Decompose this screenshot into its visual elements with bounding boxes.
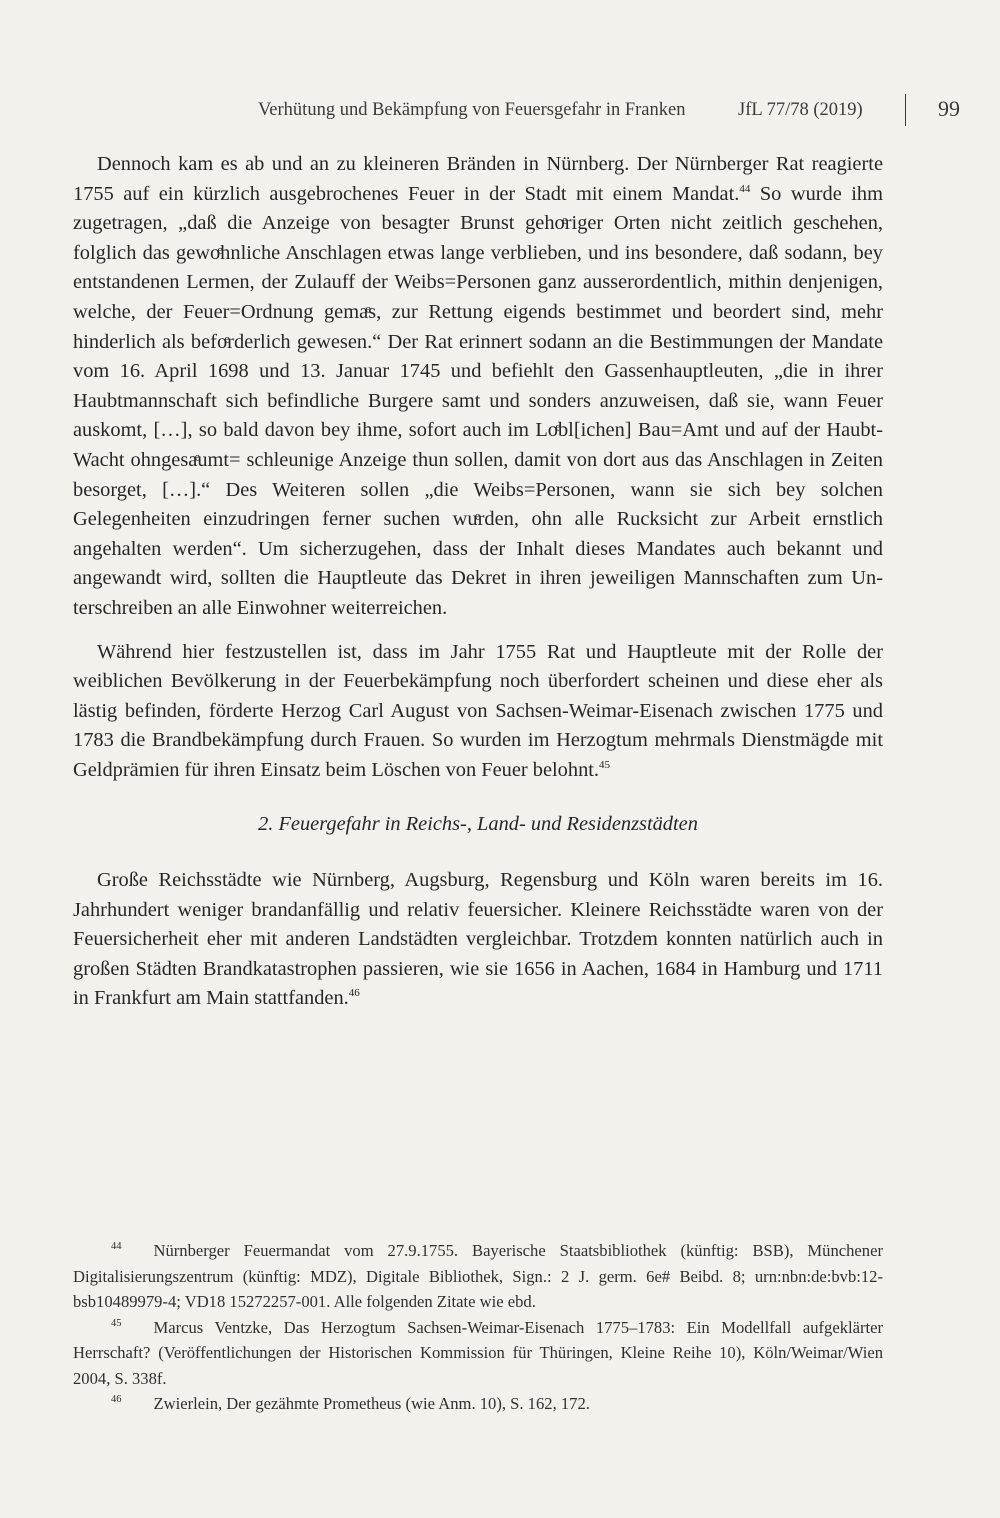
footnote-number: 45: [111, 1317, 122, 1329]
running-head-title: Verhütung und Bekämpfung von Feuersgefahr in Franken: [258, 100, 686, 120]
footnote-number: 46: [111, 1394, 122, 1406]
footnote-number: 44: [111, 1241, 122, 1253]
footnote-ref-44: 44: [739, 182, 751, 195]
page-number: 99: [938, 96, 960, 121]
section-heading: 2. Feuergefahr in Reichs-, Land- und Residenzstädten: [258, 813, 698, 836]
header-divider: [905, 94, 906, 126]
paragraph-2: [73, 638, 883, 786]
footnote-ref-46: 46: [348, 987, 360, 1000]
footnote-46: [73, 1391, 883, 1417]
paragraph-2-text: Während hier festzustellen ist, dass im Jahr 1755 Rat und Hauptleute mit der Rolle der weiblichen Bevölkerung in der Feuerbekämpfung noch überfordert scheinen und diese eher als lästig befinden, förderte Herzog Carl August von Sachsen-Weimar-Eisenach zwischen 1775 und 1783 die Brandbekämpfung durch Frauen. So wurden im Herzogtum mehrmals Dienstmägde mit Geldprämien für ihren Einsatz beim Löschen von Feuer belohnt.: [73, 640, 883, 781]
paragraph-1: [73, 150, 883, 624]
paragraph-3-text: Große Reichsstädte wie Nürnberg, Augsburg, Regensburg und Köln waren bereits im 16. Jahrhundert weniger brandanfällig und relativ feuersicher. Kleinere Reichsstädte waren von der Feuersicherheit eher mit anderen Landstädten vergleichbar. Trotzdem konnten natürlich auch in großen Städten Brandkatastrophen passieren, wie sie 1656 in Aachen, 1684 in Hamburg und 1711 in Frankfurt am Main stattfanden.: [73, 869, 883, 1010]
footnote-44: [73, 1238, 883, 1315]
footnote-text: Marcus Ventzke, Das Herzogtum Sachsen-Weimar-Eisenach 1775–1783: Ein Modellfall aufgeklärter Herrschaft? (Veröffentlichungen der Historischen Kommission für Thüringen, Kleine Reihe 10), Köln/Weimar/Wien 2004, S. 338f.: [73, 1317, 883, 1388]
footnote-ref-45: 45: [599, 759, 611, 772]
running-head: [0, 94, 1000, 134]
journal-citation: JfL 77/78 (2019): [738, 100, 863, 120]
footnote-text: Zwierlein, Der gezähmte Prometheus (wie Anm. 10), S. 162, 172.: [153, 1394, 590, 1413]
paragraph-1-text: Dennoch kam es ab und an zu kleineren Bränden in Nürnberg. Der Nürnberger Rat reagierte 1755 auf ein kürzlich ausgebrochenes Feuer in der Stadt mit einem Mandat.: [73, 153, 883, 205]
footnote-text: Nürnberger Feuermandat vom 27.9.1755. Bayerische Staatsbibliothek (künftig: BSB), Münchener Digitalisierungszentrum (künftig: MDZ), Digitale Bibliothek, Sign.: 2 J. germ. 6e# Beibd. 8; urn:nbn:de:bvb:12-bsb10489979-4; VD18 15272257-001. Alle folgenden Zitate wie ebd.: [73, 1241, 883, 1311]
paragraph-3: [73, 866, 883, 1014]
paragraph-1-text-continued: So wurde ihm zugetragen, „daß die Anzeige von besagter Brunst gehoͤriger Orten nicht zeitlich geschehen, folglich das gewoͤhnliche Anschlagen etwas lange verblieben, und ins besondere, daß sodann, bey entstandenen Lermen, der Zulauff der Weibs=Personen ganz ausserordentlich, mithin denjenigen, welche, der Feuer=Ordnung gemaͤs, zur Rettung eigends bestimmet und beordert sind, mehr hinderlich als befoͤrderlich gewesen.“ Der Rat erinnert sodann an die Bestimmungen der Mandate vom 16. April 1698 und 13. Januar 1745 und befiehlt den Gassenhauptleuten, „die in ihrer Haubtmannschaft sich befindliche Burgere samt und sonders anzuweisen, daß sie, wann Feuer auskomt, […], so bald davon bey ihme, sofort auch im Loͤbl[ichen] Bau=Amt und auf der Haubt-Wacht ohngesaͤumt= schleunige Anzeige thun sollen, damit von dort aus das Anschlagen in Zeiten besorget, […].“ Des Weiteren sollen „die Weibs=Personen, wann sie sich bey solchen Gelegenheiten einzudringen ferner suchen wuͤrden, ohn alle Rucksicht zur Arbeit ernstlich angehalten werden“. Um sicherzugehen, dass der Inhalt dieses Mandates auch bekannt und angewandt wird, sollten die Hauptleute das Dekret in ihren jeweiligen Mannschaften zum Unterschreiben an alle Einwohner weiterreichen.: [73, 182, 883, 619]
footnotes: [73, 1238, 883, 1417]
main-text: [73, 150, 883, 1014]
footnote-45: [73, 1315, 883, 1392]
